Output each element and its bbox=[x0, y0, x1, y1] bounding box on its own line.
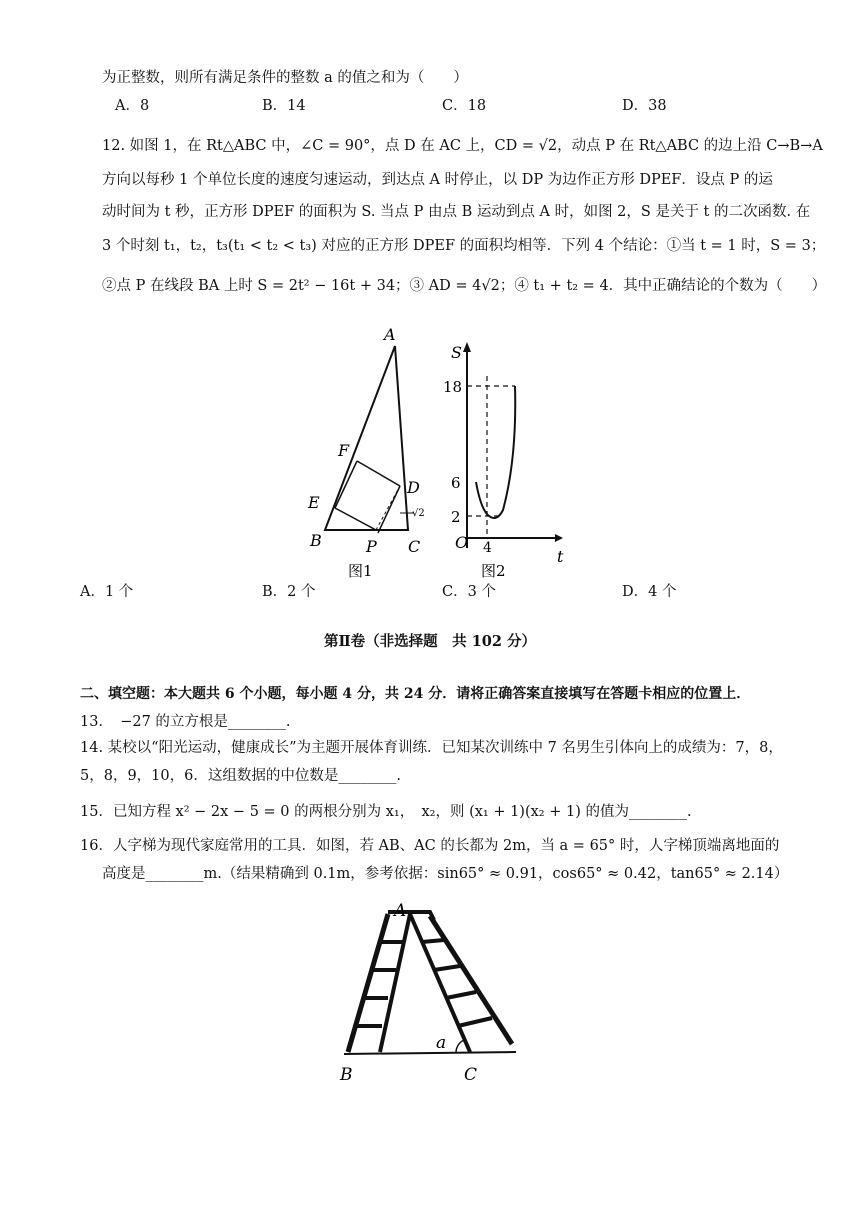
q12-option-d: D．4 个 bbox=[622, 584, 677, 600]
q12-line-3: 动时间为 t 秒，正方形 DPEF 的面积为 S. 当点 P 由点 B 运动到点 A 时，如图 2，S 是关于 t 的二次函数. 在 bbox=[102, 204, 811, 220]
fig1-label-b: B bbox=[310, 531, 322, 550]
q16-line-2: 高度是________m.（结果精确到 0.1m，参考依据：sin65° ≈ 0.91，cos65° ≈ 0.42，tan65° ≈ 2.14） bbox=[102, 866, 789, 882]
q16-ladder-figure bbox=[330, 892, 530, 1092]
q12-figure-2 bbox=[445, 338, 570, 580]
ladder-label-b: B bbox=[340, 1065, 353, 1085]
fig1-caption: 图1 bbox=[348, 562, 373, 580]
q14-line-2: 5，8，9，10，6．这组数据的中位数是________. bbox=[80, 768, 401, 784]
q12-line-4: 3 个时刻 t₁，t₂，t₃(t₁ < t₂ < t₃) 对应的正方形 DPEF 的面积均相等．下列 4 个结论：①当 t = 1 时，S = 3； bbox=[102, 238, 826, 254]
fig1-label-a: A bbox=[384, 325, 396, 344]
q13-text: 13． −27 的立方根是________. bbox=[80, 714, 291, 730]
section2-heading: 二、填空题：本大题共 6 个小题，每小题 4 分，共 24 分．请将正确答案直接填写在答题卡相应的位置上． bbox=[80, 686, 751, 702]
q12-line-5: ②点 P 在线段 BA 上时 S = 2t² − 16t + 34；③ AD = 4√2；④ t₁ + t₂ = 4．其中正确结论的个数为（ ） bbox=[102, 278, 827, 294]
fig1-label-p: P bbox=[366, 537, 377, 556]
fig2-y-label: S bbox=[451, 343, 462, 362]
q12-option-a: A．1 个 bbox=[80, 584, 134, 600]
fig2-origin: O bbox=[455, 533, 469, 552]
fig2-x-tick-4: 4 bbox=[483, 540, 492, 556]
fig1-label-c: C bbox=[408, 537, 421, 556]
fig1-label-d: D bbox=[407, 478, 420, 497]
fig1-label-f: F bbox=[338, 441, 350, 460]
q11-option-c: C．18 bbox=[442, 98, 487, 114]
ladder-label-c: C bbox=[464, 1065, 478, 1085]
q11-option-a: A．8 bbox=[115, 98, 150, 114]
q11-option-b: B．14 bbox=[262, 98, 306, 114]
ladder-label-a: A bbox=[394, 901, 407, 921]
fig2-y-tick-2: 2 bbox=[451, 508, 461, 526]
q14-line-1: 14. 某校以“阳光运动，健康成长”为主题开展体育训练．已知某次训练中 7 名男生引体向上的成绩为：7，8， bbox=[80, 740, 783, 756]
q12-figure-1 bbox=[290, 318, 440, 580]
fig2-x-label: t bbox=[557, 547, 564, 566]
fig1-label-e: E bbox=[308, 493, 320, 512]
q12-line-1: 12. 如图 1，在 Rt△ABC 中，∠C = 90°，点 D 在 AC 上，CD = √2，动点 P 在 Rt△ABC 的边上沿 C→B→A bbox=[102, 138, 823, 154]
ladder-label-angle: a bbox=[436, 1033, 447, 1053]
q15-text: 15．已知方程 x² − 2x − 5 = 0 的两根分别为 x₁， x₂，则 (x₁ + 1)(x₂ + 1) 的值为________. bbox=[80, 804, 692, 820]
q12-line-2: 方向以每秒 1 个单位长度的速度匀速运动，到达点 A 时停止，以 DP 为边作正方形 DPEF．设点 P 的运 bbox=[102, 172, 773, 188]
q16-line-1: 16．人字梯为现代家庭常用的工具．如图，若 AB、AC 的长都为 2m，当 a = 65° 时，人字梯顶端离地面的 bbox=[80, 838, 780, 854]
q11-option-d: D．38 bbox=[622, 98, 667, 114]
fig2-caption: 图2 bbox=[481, 562, 506, 580]
q12-option-c: C．3 个 bbox=[442, 584, 496, 600]
fig2-y-tick-18: 18 bbox=[443, 378, 463, 396]
part2-title: 第Ⅱ卷（非选择题 共 102 分） bbox=[323, 633, 537, 650]
fig1-label-cd: √2 bbox=[412, 508, 425, 519]
q11-text: 为正整数，则所有满足条件的整数 a 的值之和为（ ） bbox=[102, 70, 468, 86]
q12-option-b: B．2 个 bbox=[262, 584, 316, 600]
fig2-y-tick-6: 6 bbox=[451, 474, 461, 492]
